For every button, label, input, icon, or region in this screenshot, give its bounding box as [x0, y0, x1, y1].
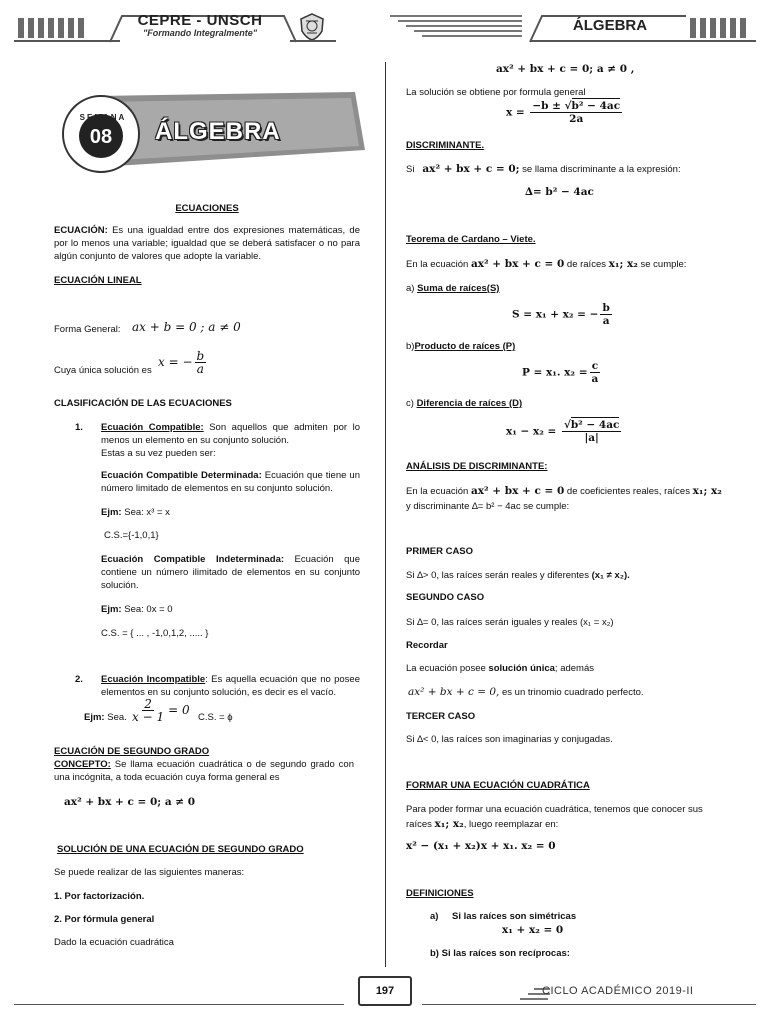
banner-title: ÁLGEBRA — [155, 118, 281, 145]
semana-label: SEMANA — [79, 113, 127, 122]
producto-heading: b)Producto de raíces (P) — [406, 341, 516, 352]
item1-number: 1. — [75, 422, 83, 433]
def-b-text: b) Si las raíces son recíprocas: — [430, 948, 570, 959]
header-right-bars — [690, 18, 746, 38]
recordar-text: La ecuación posee solución única; además — [406, 663, 594, 674]
formar-equation: x² − (x₁ + x₂)x + x₁. x₂ = 0 — [406, 840, 556, 852]
diferencia-heading: c) Diferencia de raíces (D) — [406, 398, 523, 409]
solucion-formula: x = − $\frac{b}{a}$ — [158, 349, 205, 376]
header-rule-middle — [290, 40, 336, 42]
formar-text: Para poder formar una ecuación cuadrática, tenemos que conocer sus raíces x₁; x₂, luego reemplazar en: — [406, 804, 703, 830]
def-a-equation: x₁ + x₂ = 0 — [502, 924, 564, 936]
metodo-formula-general: 2. Por fórmula general — [54, 914, 155, 925]
solucion-label: Cuya única solución es — [54, 365, 152, 376]
discriminante-formula: ∆= b² − 4ac — [525, 186, 594, 198]
clasificacion-heading: CLASIFICACIÓN DE LAS ECUACIONES — [54, 398, 232, 409]
header-stripes — [390, 15, 522, 40]
header-course: ÁLGEBRA — [572, 17, 648, 34]
tercer-caso-text: Si ∆< 0, las raíces son imaginarias y conjugadas. — [406, 734, 613, 745]
item2-text: Ecuación Incompatible: Es aquella ecuación que no posee elementos en su conjunto solución, es decir es el vacío. — [101, 674, 361, 698]
item1-text: Ecuación Compatible: Son aquellos que admiten por lo menos un elemento en su conjunto solución. Estas a su vez pueden ser: — [101, 422, 360, 459]
cardano-heading: Teorema de Cardano – Viete. — [406, 234, 536, 245]
footer-rule-left — [14, 1004, 344, 1005]
forma-general-label: Forma General: — [54, 324, 121, 335]
cuadratica-equation: ax² + bx + c = 0; a ≠ 0 — [64, 796, 196, 808]
formula-text: La solución se obtiene por formula general — [406, 87, 586, 98]
def-a-text: Si las raíces son simétricas — [452, 911, 577, 922]
ejm1: Ejm: Sea: x³ = x — [101, 507, 170, 518]
ecuacion-definition — [54, 224, 360, 263]
forma-general-equation: ax + b = 0 ; a ≠ 0 — [132, 320, 241, 334]
formula-general: x = $\frac{\text{−b ± √b² − 4ac}}{2a}$ — [506, 100, 621, 125]
item2-number: 2. — [75, 674, 83, 685]
header-rule-right — [530, 40, 756, 42]
concepto-text: CONCEPTO: Se llama ecuación cuadrática o de segundo grado con una incógnita, a toda ecuación cuya forma general es — [54, 759, 354, 783]
header-rule-left — [14, 40, 120, 42]
page-number: 197 — [358, 976, 412, 1006]
lineal-heading: ECUACIÓN LINEAL — [54, 275, 142, 286]
ejm3-formula: $\frac{2}{x - 1}$ = 0 — [132, 697, 190, 724]
segundo-caso-heading: SEGUNDO CASO — [406, 592, 485, 603]
ejm3: Ejm: Sea. — [84, 712, 127, 723]
recordar-heading: Recordar — [406, 640, 448, 651]
discriminante-heading: DISCRIMINANTE. — [406, 140, 485, 151]
recordar-equation: ax² + bx + c = 0, es un trinomio cuadrado perfecto. — [408, 686, 644, 698]
dado-text: Dado la ecuación cuadrática — [54, 937, 174, 948]
ecuaciones-heading: ECUACIONES — [175, 203, 239, 214]
primer-caso-heading: PRIMER CASO — [406, 546, 474, 557]
diferencia-formula: x₁ − x₂ = $\frac{\text{√b² − 4ac}}{|a|}$ — [506, 419, 620, 444]
header-brand-subtitle: "Formando Integralmente" — [142, 28, 258, 38]
top-equation: ax² + bx + c = 0; a ≠ 0 , — [496, 63, 635, 75]
segundo-grado-heading: ECUACIÓN DE SEGUNDO GRADO — [54, 746, 210, 757]
footer-rule-right — [422, 1004, 756, 1005]
cardano-text: En la ecuación ax² + bx + c = 0 de raíces x₁; x₂ se cumple: — [406, 258, 687, 270]
cs1: C.S.={-1,0,1} — [104, 530, 159, 541]
header-brand-title: CEPRE - UNSCH — [137, 12, 263, 29]
suma-formula: S = x₁ + x₂ = − $\frac{b}{a}$ — [512, 302, 610, 327]
column-divider — [385, 62, 386, 967]
primer-caso-text: Si ∆> 0, las raíces serán reales y diferentes (x₁ ≠ x₂). — [406, 570, 630, 581]
discriminante-text: Si ax² + bx + c = 0; se llama discriminante a la expresión: — [406, 163, 681, 175]
analisis-heading: ANÁLISIS DE DISCRIMINANTE: — [406, 461, 548, 472]
ejm2: Ejm: Sea: 0x = 0 — [101, 604, 173, 615]
maneras-text: Se puede realizar de las siguientes maneras: — [54, 867, 245, 878]
ejm3-cs: C.S. = ϕ — [198, 712, 233, 723]
semana-number: 08 — [89, 126, 113, 148]
metodo-factorizacion: 1. Por factorización. — [54, 891, 145, 902]
indeterminada-text: Ecuación Compatible Indeterminada: Ecuación que contiene un número ilimitado de elementos en su conjunto solución. — [101, 554, 360, 591]
ecuacion-def-text: Es una igualdad entre dos expresiones matemáticas, de por lo menos una variable; igualdad que se deberá satisfacer o no para algún conjunto de valores que adopte la variable. — [54, 225, 360, 262]
suma-heading: a) Suma de raíces(S) — [406, 283, 500, 294]
ciclo-academico: CICLO ACADÉMICO 2019-II — [542, 985, 694, 997]
definiciones-heading: DEFINICIONES — [406, 888, 474, 899]
header-left-bars — [18, 18, 84, 38]
segundo-caso-text: Si ∆= 0, las raíces serán iguales y reales (x₁ = x₂) — [406, 617, 614, 628]
determinada-text: Ecuación Compatible Determinada: Ecuación que tiene un número limitado de elementos en su conjunto solución. — [101, 470, 360, 494]
solucion-heading: SOLUCIÓN DE UNA ECUACIÓN DE SEGUNDO GRADO — [57, 844, 304, 855]
producto-formula: P = x₁. x₂ = $\frac{c}{a}$ — [522, 360, 599, 385]
tercer-caso-heading: TERCER CASO — [406, 711, 476, 722]
formar-heading: FORMAR UNA ECUACIÓN CUADRÁTICA — [406, 780, 590, 791]
def-a-prefix: a) — [430, 911, 439, 922]
cs2: C.S. = { ... , -1,0,1,2, ..... } — [101, 628, 209, 639]
ecuacion-term: ECUACIÓN: — [54, 225, 108, 236]
analisis-text: En la ecuación ax² + bx + c = 0 de coeficientes reales, raíces x₁; x₂ y discriminante ∆= b² − 4ac se cumple: — [406, 485, 722, 512]
university-seal-icon — [298, 12, 326, 42]
